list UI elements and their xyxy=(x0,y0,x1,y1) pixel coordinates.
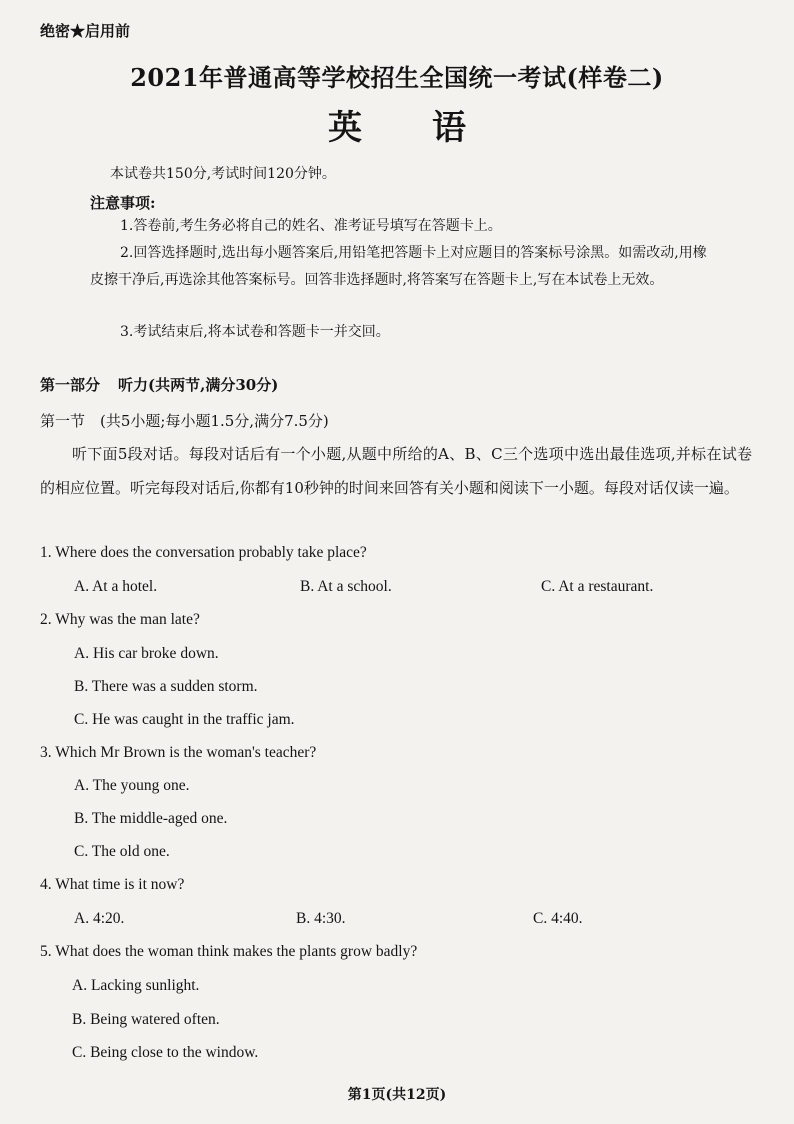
note-item-3: 3.考试结束后,将本试卷和答题卡一并交回。 xyxy=(120,324,390,340)
q2-option-c: C. He was caught in the traffic jam. xyxy=(74,711,295,728)
q2-option-a: A. His car broke down. xyxy=(74,645,219,662)
confidential-mark: 绝密★启用前 xyxy=(40,22,131,40)
q4-option-b: B. 4:30. xyxy=(296,910,346,927)
q5-option-a: A. Lacking sunlight. xyxy=(72,977,200,994)
note-item-1: 1.答卷前,考生务必将自己的姓名、准考证号填写在答题卡上。 xyxy=(120,218,502,234)
exam-title: 2021年普通高等学校招生全国统一考试(样卷二) xyxy=(130,63,664,92)
q5-option-b: B. Being watered often. xyxy=(72,1011,220,1028)
q3-option-c: C. The old one. xyxy=(74,843,170,860)
note-item-2: 2.回答选择题时,选出每小题答案后,用铅笔把答题卡上对应题目的答案标号涂黑。如需改动,用橡皮擦干净后,再选涂其他答案标号。回答非选择题时,将答案写在答题卡上,写在本试卷上无效。 xyxy=(90,245,707,288)
q1-option-a: A. At a hotel. xyxy=(74,578,158,595)
part-title: 听力(共两节,满分30分) xyxy=(118,376,279,394)
page-number: 第1页(共12页) xyxy=(347,1087,447,1103)
question-4: 4. What time is it now? xyxy=(40,876,185,893)
q3-option-a: A. The young one. xyxy=(74,777,190,794)
q1-option-c: C. At a restaurant. xyxy=(541,578,654,595)
part-label: 第一部分 xyxy=(40,376,101,394)
q2-option-b: B. There was a sudden storm. xyxy=(74,678,258,695)
part-heading xyxy=(40,374,278,395)
question-5: 5. What does the woman think makes the plants grow badly? xyxy=(40,943,418,960)
subject-title: 英语 xyxy=(328,108,536,148)
question-1: 1. Where does the conversation probably take place? xyxy=(40,544,367,561)
exam-intro: 本试卷共150分,考试时间120分钟。 xyxy=(110,166,336,182)
q3-option-b: B. The middle-aged one. xyxy=(74,810,228,827)
section-instruction: 听下面5段对话。每段对话后有一个小题,从题中所给的A、B、C三个选项中选出最佳选项,并标在试卷的相应位置。听完每段对话后,你都有10秒钟的时间来回答有关小题和阅读下一小题。每段对话仅读一遍。 xyxy=(40,445,752,497)
q1-option-b: B. At a school. xyxy=(300,578,392,595)
question-2: 2. Why was the man late? xyxy=(40,611,200,628)
q4-option-a: A. 4:20. xyxy=(74,910,125,927)
q5-option-c: C. Being close to the window. xyxy=(72,1044,259,1061)
section-heading: 第一节 (共5小题;每小题1.5分,满分7.5分) xyxy=(40,412,329,430)
q4-option-c: C. 4:40. xyxy=(533,910,583,927)
question-3: 3. Which Mr Brown is the woman's teacher? xyxy=(40,744,317,761)
notes-heading: 注意事项: xyxy=(90,194,156,212)
